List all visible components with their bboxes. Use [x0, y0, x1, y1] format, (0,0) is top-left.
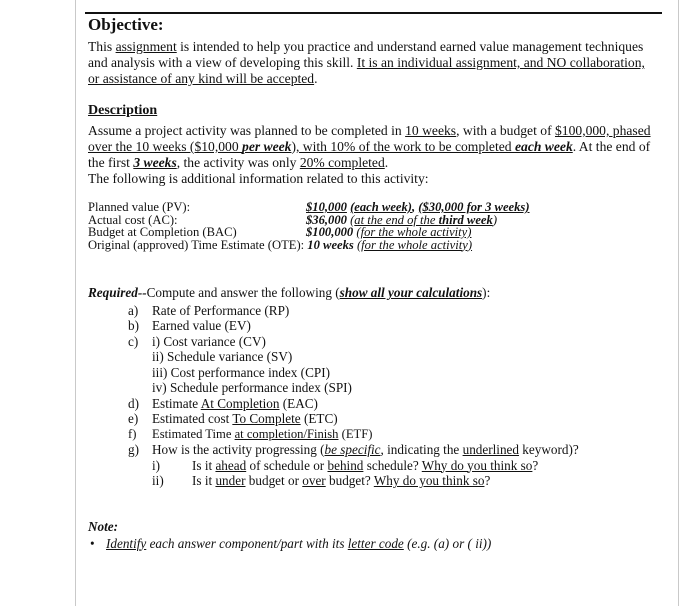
question-a: a) Rate of Performance (RP): [128, 302, 290, 318]
question-c-ii: ii) Schedule variance (SV): [152, 349, 293, 364]
question-b: b) Earned value (EV): [128, 318, 251, 333]
ac-row: Actual cost (AC): $36,000 (at the end of the third week): [88, 212, 498, 227]
ote-row: Original (approved) Time Estimate (OTE): 10 weeks (for the whole activity): [88, 237, 473, 252]
description-heading: Description: [88, 103, 158, 118]
note-section: [88, 518, 658, 552]
question-list: [88, 303, 658, 489]
note-bullet: • Identify each answer component/part with its letter code (e.g. (a) or ( ii)): [90, 535, 492, 551]
question-f: f) Estimated Time at completion/Finish (ETF): [128, 426, 373, 441]
top-rule: [85, 12, 662, 14]
question-c: c) i) Cost variance (CV): [128, 333, 266, 349]
document-body: [88, 15, 658, 552]
question-g-ii: ii) Is it under budget or over budget? Why do you think so?: [152, 473, 491, 488]
assignment-word: assignment: [115, 39, 177, 54]
individual-assignment-notice: It is an individual assignment, and NO collaboration, or assistance of any kind will be accepted: [88, 55, 645, 86]
question-c-iii: iii) Cost performance index (CPI): [152, 364, 330, 380]
description-paragraph: Assume a project activity was planned to be completed in 10 weeks, with a budget of $100,000, phased over the 10 weeks ($10,000 per week), with 10% of the work to be completed each week. At the end of the first 3 weeks, the activity was only 20% completed. The following is additional information related to this activity:: [88, 123, 651, 186]
objective-paragraph: This assignment is intended to help you practice and understand earned value management techniques and analysis with a view of developing this skill. It is an individual assignment, and NO collaboration, or assistance of any kind will be accepted.: [88, 39, 645, 86]
question-g-i: i) Is it ahead of schedule or behind schedule? Why do you think so?: [152, 457, 539, 473]
question-g: g) How is the activity progressing (be specific, indicating the underlined keyword)?: [128, 442, 579, 457]
question-e: e) Estimated cost To Complete (ETC): [128, 411, 338, 426]
activity-info: [88, 201, 658, 251]
question-d: d) Estimate At Completion (EAC): [128, 395, 318, 411]
note-title: Note:: [88, 518, 119, 534]
question-c-iv: iv) Schedule performance index (SPI): [152, 380, 352, 395]
required-intro: Required--Compute and answer the following (show all your calculations):: [88, 285, 491, 300]
bullet-icon: •: [90, 535, 95, 551]
required-section: [88, 285, 658, 489]
pv-row: Planned value (PV): $10,000 (each week), ($30,000 for 3 weeks): [88, 200, 530, 214]
bac-row: Budget at Completion (BAC) $100,000 (for the whole activity): [88, 225, 472, 239]
objective-heading: Objective:: [88, 15, 164, 34]
